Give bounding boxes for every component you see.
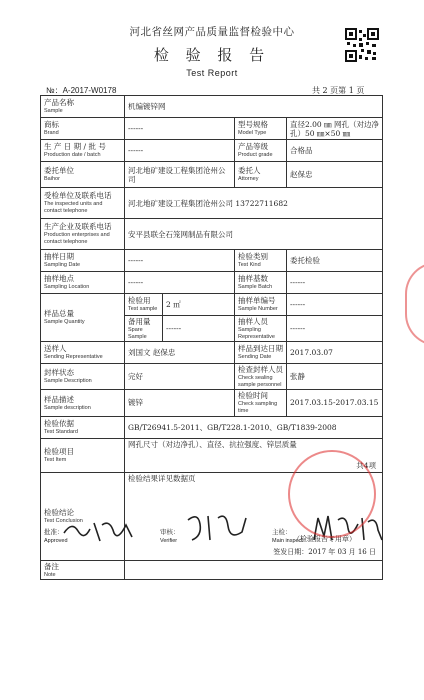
label-sample-desc: 样品描述 bbox=[44, 394, 74, 404]
label-spare: 备用量 bbox=[128, 317, 151, 326]
value-test-kind: 委托检验 bbox=[287, 250, 383, 272]
label-sampling-date: 抽样日期 bbox=[44, 252, 74, 262]
value-sampling-loc: ------ bbox=[125, 272, 235, 294]
value-seal: 完好 bbox=[125, 364, 235, 390]
value-test-sample: 2 ㎡ bbox=[163, 294, 235, 316]
row-conclusion: 检验结论 Test Conclusion 检验结果详见数据页 （检验报告专用章） 签发日期：2017 年 03 月 16 日 bbox=[41, 472, 383, 560]
label-sampling-rep: 抽样人员 bbox=[238, 317, 268, 326]
value-model: 直径2.00 ㎜ 网孔（对边净孔）50 ㎜×50 ㎜ bbox=[287, 118, 383, 140]
verifier-signature bbox=[184, 510, 254, 546]
row-client: 委托单位 Baihor 河北地矿建设工程集团沧州公司 委托人 Attorney 赵保忠 bbox=[41, 162, 383, 188]
label-seal: 封样状态 bbox=[44, 368, 74, 378]
row-sample-desc: 样品描述 Sample description 镀锌 检验时间 Check sampling time 2017.03.15-2017.03.15 bbox=[41, 390, 383, 416]
row-inspected: 受检单位及联系电话 The inspected units and contact telephone 河北地矿建设工程集团沧州公司 13722711682 bbox=[41, 188, 383, 219]
value-note bbox=[125, 560, 383, 580]
value-test-time: 2017.03.15-2017.03.15 bbox=[287, 390, 383, 416]
official-stamp bbox=[288, 450, 376, 538]
value-grade: 合格品 bbox=[287, 140, 383, 162]
row-prod-date: 生 产 日 期 / 批 号 Production date / batch ------ 产品等级 Product grade 合格品 bbox=[41, 140, 383, 162]
label-standard: 检验依据 bbox=[44, 418, 74, 428]
report-title: 检 验 报 告 bbox=[153, 46, 271, 64]
value-sampling-rep: ------ bbox=[287, 316, 383, 342]
main-label-en: Main inspect bbox=[272, 538, 303, 544]
label-producer: 生产企业及联系电话 bbox=[44, 222, 112, 232]
row-sender: 送样人 Sending Representative 刘国文 赵保忠 样品到达日期 Sending Date 2017.03.07 bbox=[41, 342, 383, 364]
value-item: 网孔尺寸（对边净孔）、直径、抗拉强度、锌层质量 bbox=[128, 439, 297, 449]
label-conclusion: 检验结论 bbox=[44, 507, 74, 517]
value-spare: ------ bbox=[163, 316, 235, 342]
label-grade: 产品等级 bbox=[238, 142, 268, 152]
value-sampling-date: ------ bbox=[125, 250, 235, 272]
stamp-note: （检验报告专用章） bbox=[293, 535, 356, 544]
label-client: 委托单位 bbox=[44, 166, 74, 176]
label-test-kind: 检验类别 bbox=[238, 252, 268, 262]
value-item-count: 共4项 bbox=[356, 460, 376, 470]
label-sampling-loc: 抽样地点 bbox=[44, 274, 74, 284]
label-note: 备注 bbox=[44, 561, 59, 571]
label-item: 检验项目 bbox=[44, 446, 74, 456]
label-product-name: 产品名称 bbox=[44, 98, 74, 108]
main-label: 主检： bbox=[272, 529, 292, 536]
approver-signature bbox=[60, 515, 140, 545]
label-sample-qty: 样品总量 bbox=[44, 309, 74, 319]
row-sampling-date: 抽样日期 Sampling Date ------ 检验类别 Test Kind 委托检验 bbox=[41, 250, 383, 272]
label-sample-number: 抽样单编号 bbox=[238, 296, 276, 306]
label-attorney: 委托人 bbox=[238, 166, 261, 176]
verify-label-en: Verifier bbox=[160, 538, 178, 544]
value-attorney: 赵保忠 bbox=[287, 162, 383, 188]
row-sample-qty-b: 备用量 Spare Sample ------ 抽样人员 Sampling Representative ------ bbox=[41, 316, 383, 342]
label-brand: 商标 bbox=[44, 120, 59, 130]
report-number: №：A-2017-W0178 bbox=[46, 86, 117, 95]
label-prod-date: 生 产 日 期 / 批 号 bbox=[44, 142, 106, 152]
row-sample-qty-a: 样品总量 Sample Quantity 检验用 Test sample 2 ㎡ 抽样单编号 Sample Number ------ bbox=[41, 294, 383, 316]
qr-code-icon bbox=[345, 28, 379, 62]
approve-label: 批准： bbox=[44, 529, 64, 536]
row-product-name: 产品名称 Sample 机编镀锌网 bbox=[41, 96, 383, 118]
issue-date: 签发日期：2017 年 03 月 16 日 bbox=[273, 548, 376, 557]
approve-label-en: Approved bbox=[44, 538, 68, 544]
label-test-time: 检验时间 bbox=[238, 391, 268, 401]
value-standard: GB/T26941.5-2011、GB/T228.1-2010、GB/T1839-2008 bbox=[125, 416, 383, 438]
row-note: 备注 Note bbox=[41, 560, 383, 580]
verify-label: 审核： bbox=[160, 529, 180, 536]
row-brand: 商标 Brand ------ 型号规格 Model Type 直径2.00 ㎜ 网孔（对边净孔）50 ㎜×50 ㎜ bbox=[41, 118, 383, 140]
label-send-date: 样品到达日期 bbox=[238, 344, 283, 354]
row-producer: 生产企业及联系电话 Production enterprises and contact telephone 安平县联全石笼网制品有限公司 bbox=[41, 219, 383, 250]
label-inspected: 受检单位及联系电话 bbox=[44, 191, 112, 201]
row-sampling-loc: 抽样地点 Sampling Location ------ 抽样基数 Sample Batch ------ bbox=[41, 272, 383, 294]
value-prod-date: ------ bbox=[125, 140, 235, 162]
label-model: 型号规格 bbox=[238, 120, 268, 130]
value-conclusion: 检验结果详见数据页 bbox=[128, 473, 196, 483]
label-sample-batch: 抽样基数 bbox=[238, 274, 268, 284]
report-title-en: Test Report bbox=[186, 68, 238, 78]
page-info: 共 2 页第 1 页 bbox=[312, 86, 365, 95]
value-send-date: 2017.03.07 bbox=[287, 342, 383, 364]
seam-stamp bbox=[405, 262, 424, 346]
value-sample-batch: ------ bbox=[287, 272, 383, 294]
label-sender: 送样人 bbox=[44, 344, 67, 354]
org-name: 河北省丝网产品质量监督检验中心 bbox=[129, 26, 295, 38]
label-checker: 检查封样人员 bbox=[238, 365, 283, 375]
value-sample-number: ------ bbox=[287, 294, 383, 316]
value-sample-desc: 镀锌 bbox=[125, 390, 235, 416]
value-inspected: 河北地矿建设工程集团沧州公司 13722711682 bbox=[125, 188, 383, 219]
value-sender: 刘国文 赵保忠 bbox=[125, 342, 235, 364]
row-standard: 检验依据 Test Standard GB/T26941.5-2011、GB/T228.1-2010、GB/T1839-2008 bbox=[41, 416, 383, 438]
value-client: 河北地矿建设工程集团沧州公司 bbox=[125, 162, 235, 188]
row-item: 检验项目 Test Item 网孔尺寸（对边净孔）、直径、抗拉强度、锌层质量 共4项 bbox=[41, 438, 383, 472]
row-seal: 封样状态 Sample Description 完好 检查封样人员 Check sealing sample personnel 张静 bbox=[41, 364, 383, 390]
value-checker: 张静 bbox=[287, 364, 383, 390]
value-producer: 安平县联全石笼网制品有限公司 bbox=[125, 219, 383, 250]
value-product-name: 机编镀锌网 bbox=[125, 96, 383, 118]
label-test-sample: 检验用 bbox=[128, 296, 151, 306]
value-brand: ------ bbox=[125, 118, 235, 140]
